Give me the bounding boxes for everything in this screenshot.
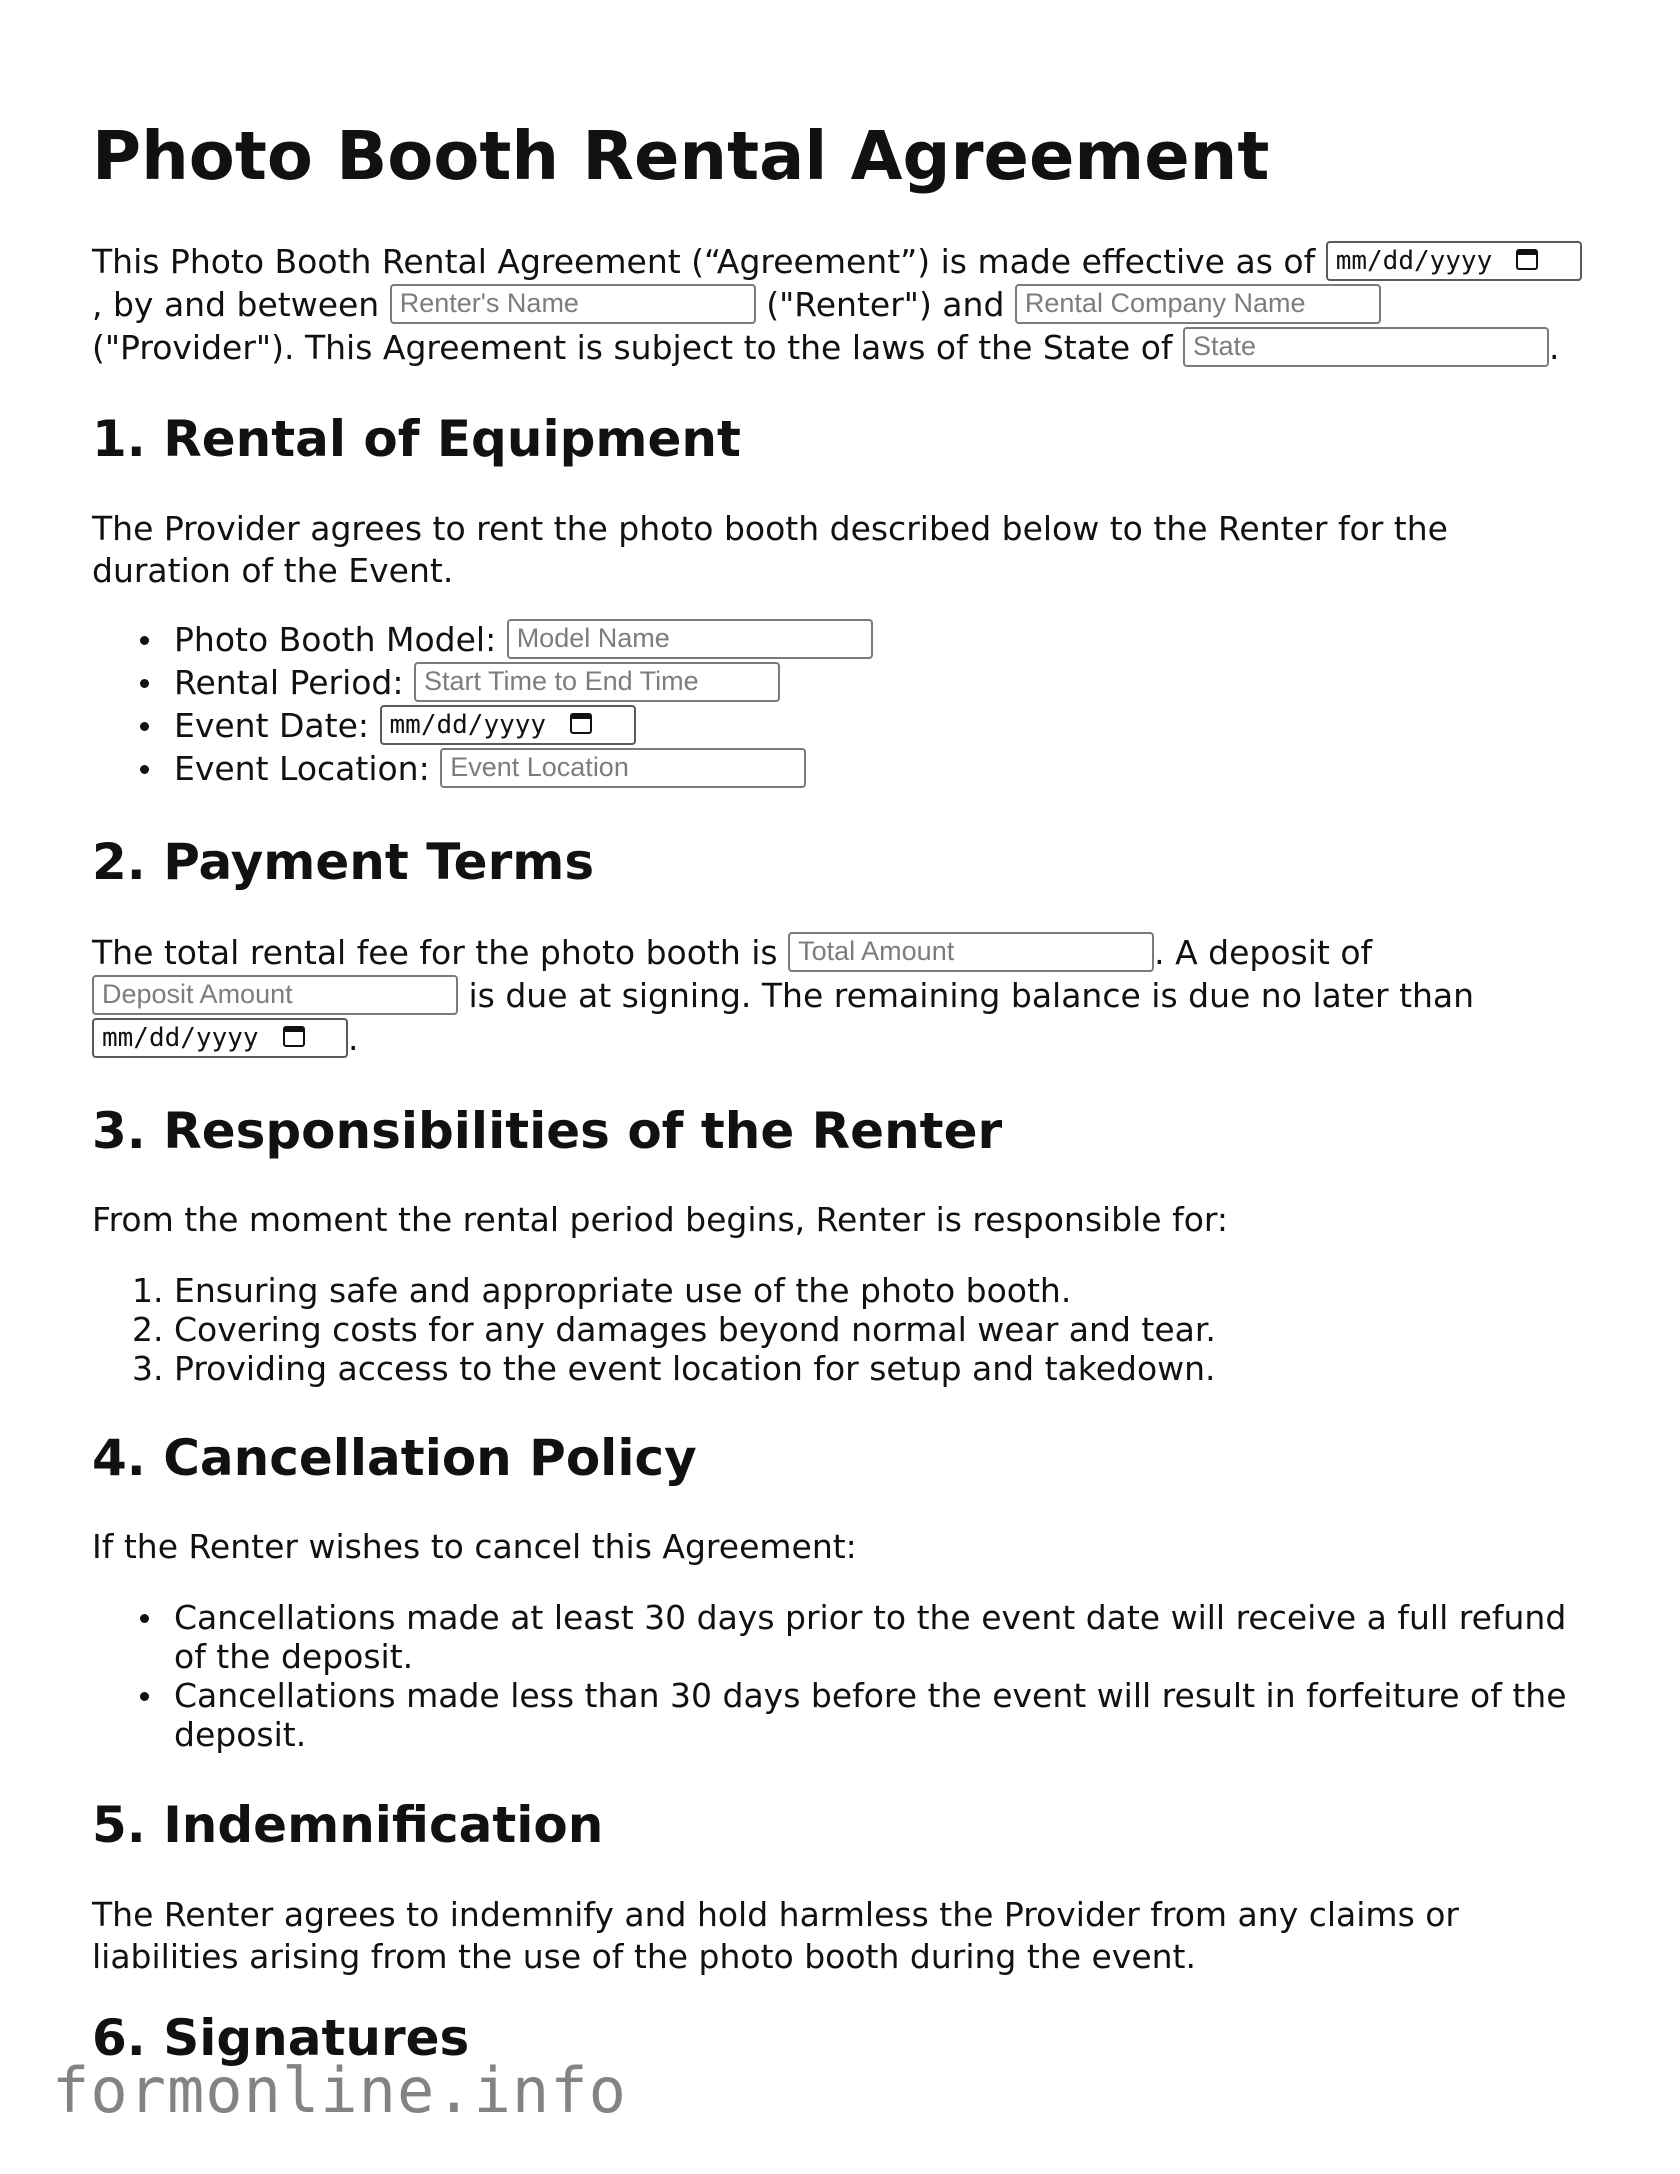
item-label: Event Location:	[174, 749, 430, 788]
list-item	[174, 619, 873, 661]
section-heading-signatures: 6. Signatures	[92, 2009, 470, 2067]
list-item	[132, 1348, 1216, 1390]
calendar-icon[interactable]	[283, 1026, 305, 1047]
item-text: deposit.	[174, 1715, 307, 1754]
total-amount-input[interactable]	[788, 932, 1154, 972]
item-number: 1.	[132, 1271, 164, 1310]
list-item	[174, 748, 806, 790]
list-item-continued	[174, 1636, 413, 1678]
renter-name-input[interactable]	[390, 284, 756, 324]
calendar-icon[interactable]	[1516, 249, 1538, 270]
section-paragraph: The Renter agrees to indemnify and hold harmless the Provider from any claims or liabilities arising from the use of the photo booth during the event.	[92, 1895, 1460, 1976]
intro-text: .	[1549, 328, 1560, 367]
list-item	[174, 662, 780, 704]
rental-company-input[interactable]	[1015, 284, 1381, 324]
list-item	[174, 1597, 1566, 1639]
intro-text: , by and between	[92, 285, 380, 324]
calendar-icon[interactable]	[570, 713, 592, 734]
event-date-field[interactable]	[380, 705, 636, 745]
intro-line-3	[92, 326, 1560, 370]
date-placeholder: mm/dd/yyyy	[102, 1022, 259, 1053]
state-input[interactable]	[1183, 327, 1549, 367]
payment-line-3	[92, 1017, 359, 1061]
date-placeholder: mm/dd/yyyy	[1335, 245, 1493, 276]
payment-line-2	[92, 974, 1474, 1018]
list-item-continued	[174, 1714, 306, 1756]
section-heading-rental: 1. Rental of Equipment	[92, 410, 741, 468]
item-text: Cancellations made at least 30 days prior to the event date will receive a full refund	[174, 1598, 1567, 1637]
intro-text: This Photo Booth Rental Agreement (“Agreement”) is made effective as of	[92, 242, 1316, 281]
item-number: 3.	[132, 1349, 164, 1388]
effective-date-field[interactable]	[1326, 241, 1582, 281]
bullet	[140, 1692, 149, 1701]
intro-text: ("Provider"). This Agreement is subject to the laws of the State of	[92, 328, 1173, 367]
payment-text: is due at signing. The remaining balance is due no later than	[468, 976, 1475, 1015]
section-heading-payment: 2. Payment Terms	[92, 833, 595, 891]
section-heading-responsibilities: 3. Responsibilities of the Renter	[92, 1102, 1003, 1160]
rental-period-input[interactable]	[414, 662, 780, 702]
event-location-input[interactable]	[440, 748, 806, 788]
list-item	[132, 1270, 1072, 1312]
bullet	[140, 722, 149, 731]
intro-line-2	[92, 283, 1381, 327]
item-text: Cancellations made less than 30 days before the event will result in forfeiture of the	[174, 1676, 1567, 1715]
section-paragraph: The Provider agrees to rent the photo booth described below to the Renter for the duration of the Event.	[92, 509, 1448, 590]
payment-text: . A deposit of	[1154, 933, 1373, 972]
intro-line-1	[92, 240, 1582, 284]
section-paragraph: If the Renter wishes to cancel this Agreement:	[92, 1527, 857, 1566]
list-item	[174, 705, 636, 747]
bullet	[140, 636, 149, 645]
item-text: Ensuring safe and appropriate use of the photo booth.	[174, 1271, 1072, 1310]
list-item	[174, 1675, 1567, 1717]
payment-text: The total rental fee for the photo booth is	[92, 933, 778, 972]
list-item	[132, 1309, 1216, 1351]
item-text: Providing access to the event location for setup and takedown.	[174, 1349, 1216, 1388]
intro-text: ("Renter") and	[766, 285, 1005, 324]
watermark: formonline.info	[52, 2054, 627, 2127]
bullet	[140, 765, 149, 774]
date-placeholder: mm/dd/yyyy	[389, 709, 547, 740]
section-paragraph: From the moment the rental period begins, Renter is responsible for:	[92, 1200, 1229, 1239]
bullet	[140, 1614, 149, 1623]
page-title: Photo Booth Rental Agreement	[92, 117, 1270, 195]
model-name-input[interactable]	[507, 619, 873, 659]
balance-due-date-field[interactable]	[92, 1018, 348, 1058]
item-label: Rental Period:	[174, 663, 404, 702]
item-text: of the deposit.	[174, 1637, 414, 1676]
deposit-amount-input[interactable]	[92, 975, 458, 1015]
section-heading-indemnification: 5. Indemnification	[92, 1796, 604, 1854]
item-text: Covering costs for any damages beyond normal wear and tear.	[174, 1310, 1216, 1349]
payment-text: .	[348, 1019, 359, 1058]
section-heading-cancellation: 4. Cancellation Policy	[92, 1429, 697, 1487]
item-label: Photo Booth Model:	[174, 620, 497, 659]
payment-line-1	[92, 931, 1372, 975]
item-number: 2.	[132, 1310, 164, 1349]
bullet	[140, 679, 149, 688]
item-label: Event Date:	[174, 706, 370, 745]
